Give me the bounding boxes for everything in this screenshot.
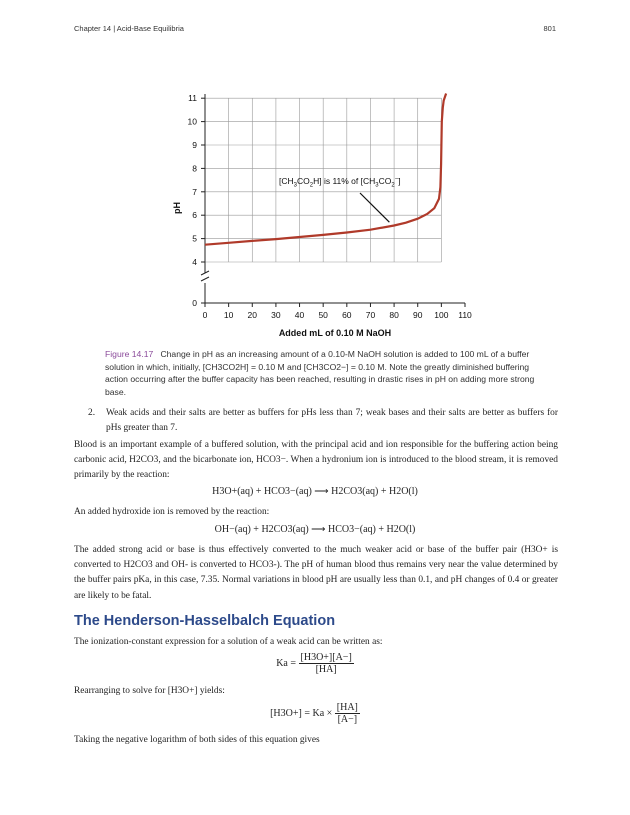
paragraph-hydroxide: An added hydroxide ion is removed by the reaction: bbox=[74, 507, 270, 517]
annotation-part: 3 bbox=[375, 182, 379, 189]
eq-h3o-numerator: [HA] bbox=[336, 702, 358, 713]
y-tick-label: 0 bbox=[192, 298, 197, 308]
x-tick-label: 100 bbox=[434, 310, 449, 320]
y-tick-label: 6 bbox=[192, 210, 197, 221]
y-tick-label: 9 bbox=[192, 140, 197, 150]
section-heading: The Henderson-Hasselbalch Equation bbox=[74, 613, 336, 629]
x-tick-label: 90 bbox=[412, 310, 423, 320]
annotation-part: − bbox=[394, 176, 399, 183]
x-tick-label: 80 bbox=[389, 310, 399, 320]
paragraph-blood: Blood is an important example of a buffered solution, with the principal acid and ion responsible for the buffering action being carbonic acid, H2CO3, and the bicarbonate ion, HCO3−. When a hydronium ion is introduced to the blood stream, it is removed primarily by the reaction: bbox=[74, 440, 558, 481]
list-item bbox=[88, 406, 558, 436]
y-tick-label: 7 bbox=[192, 186, 197, 197]
y-tick-label: 8 bbox=[192, 163, 197, 174]
paragraph-buffer-pair: The added strong acid or base is thus effectively converted to the much weaker acid or base of the buffer pair (H3O+ is converted to H2CO3 and OH- is converted to HCO3-). The pH of human blood thus remains very near the value determined by the buffer pairs pKa, in this case, 7.35. Normal variations in blood pH are usually less than 0.1, and pH changes of 0.4 or greater are likely to be fatal. bbox=[74, 545, 558, 601]
x-tick-label: 110 bbox=[458, 310, 472, 320]
eq-h3o-lhs: [H3O+] = Ka × bbox=[270, 707, 333, 719]
eq-ka-denominator: [HA] bbox=[315, 664, 337, 675]
series-line-ph bbox=[205, 94, 446, 245]
equation-hydroxide: OH−(aq) + H2CO3(aq) ⟶ HCO3−(aq) + H2O(l) bbox=[214, 524, 416, 535]
figure-label: Figure 14.17 bbox=[105, 349, 154, 359]
annotation-part: CO bbox=[296, 176, 310, 186]
y-tick-label: 10 bbox=[187, 116, 197, 127]
x-tick-label: 0 bbox=[202, 310, 208, 320]
equation-ka bbox=[0, 652, 630, 675]
eq-h3o-denominator: [A−] bbox=[337, 714, 358, 725]
eq-ka-lhs: Ka = bbox=[276, 657, 297, 669]
eq-h3o-fraction bbox=[335, 702, 360, 725]
chart-axes bbox=[201, 94, 465, 303]
y-tick-label: 5 bbox=[192, 233, 197, 244]
x-axis-label: Added mL of 0.10 M NaOH bbox=[278, 328, 392, 338]
eq-ka-numerator: [H3O+][A−] bbox=[300, 652, 352, 663]
y-tick-label: 4 bbox=[192, 257, 197, 267]
x-tick-label: 50 bbox=[318, 310, 328, 320]
list-text: Weak acids and their salts are better as buffers for pHs less than 7; weak bases and their salts are better as buffers for pHs greater than 7. bbox=[106, 408, 558, 434]
figure-caption bbox=[105, 348, 550, 398]
paragraph-rearranging: Rearranging to solve for [H3O+] yields: bbox=[74, 686, 225, 696]
y-axis-label: pH bbox=[172, 202, 182, 214]
list-number: 2. bbox=[88, 408, 96, 418]
x-tick-label: 20 bbox=[247, 310, 258, 320]
paragraph-logarithm: Taking the negative logarithm of both sides of this equation gives bbox=[74, 735, 320, 745]
y-tick-label: 11 bbox=[188, 93, 197, 104]
axis-break-mark bbox=[201, 271, 209, 281]
annotation-part: ] bbox=[398, 176, 401, 186]
annotation-part: [CH bbox=[279, 176, 294, 186]
x-tick-label: 30 bbox=[271, 310, 281, 320]
equation-hydronium: H3O+(aq) + HCO3−(aq) ⟶ H2CO3(aq) + H2O(l) bbox=[212, 486, 418, 497]
page-number: 801 bbox=[543, 24, 556, 33]
x-tick-label: 60 bbox=[342, 310, 352, 320]
chart-ticks bbox=[188, 93, 473, 320]
ph-titration-chart bbox=[150, 86, 490, 346]
annotation-label bbox=[279, 176, 401, 189]
caption-text: Change in pH as an increasing amount of a 0.10-M NaOH solution is added to 100 mL of a buffer solution in which, initially, [CH3CO2H] = 0.10 M and [CH3CO2−] = 0.10 M. Note the greatly diminished buffering action occurring after the buffer capacity has been reached, resulting in drastic rises in pH on adding more strong base. bbox=[105, 349, 535, 397]
paragraph-ionization: The ionization-constant expression for a solution of a weak acid can be written as: bbox=[74, 637, 383, 647]
annotation-part: 2 bbox=[309, 182, 314, 189]
x-tick-label: 40 bbox=[294, 310, 305, 320]
annotation-part: CO bbox=[378, 176, 392, 186]
x-tick-label: 70 bbox=[365, 310, 376, 320]
annotation-part: H] is 11% of [CH bbox=[313, 176, 376, 186]
running-header: Chapter 14 | Acid-Base Equilibria bbox=[74, 24, 184, 33]
annotation-part: 3 bbox=[293, 182, 297, 189]
annotation-arrow bbox=[360, 193, 389, 222]
x-tick-label: 10 bbox=[223, 310, 234, 320]
annotation-part: 2 bbox=[391, 182, 395, 189]
equation-h3o bbox=[0, 702, 630, 725]
eq-ka-fraction bbox=[299, 652, 354, 675]
